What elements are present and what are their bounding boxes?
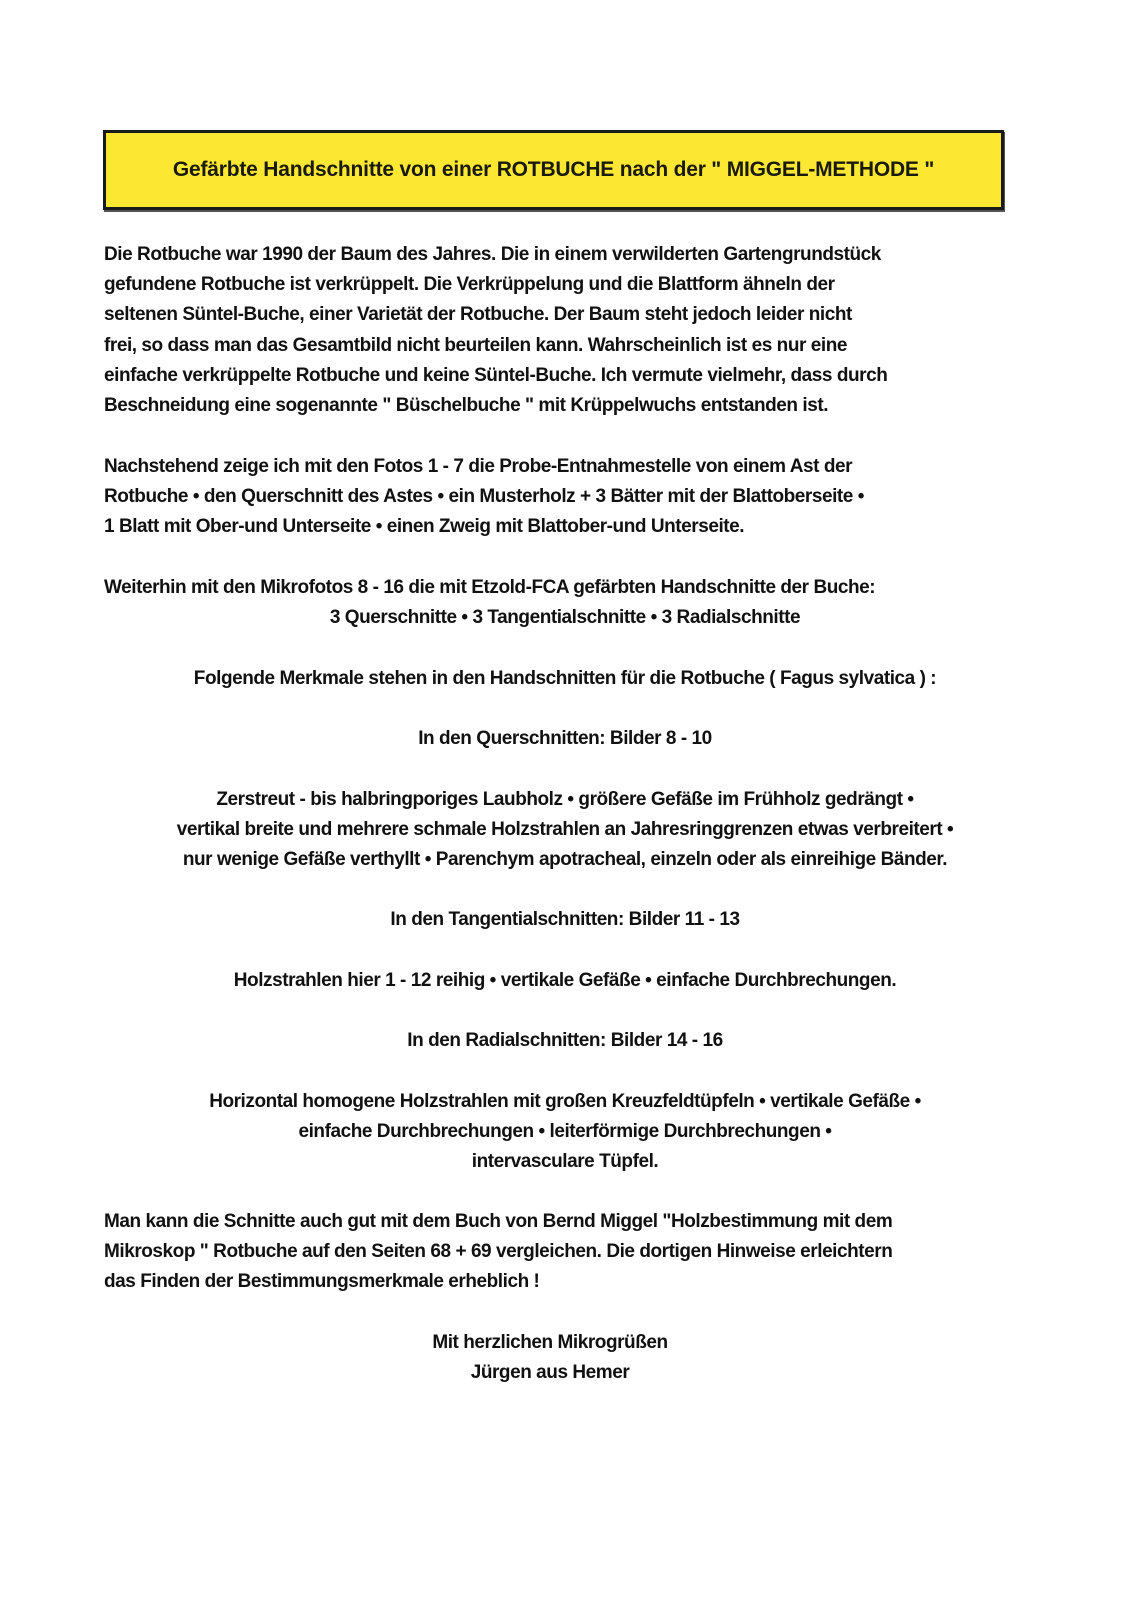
feature-line: Zerstreut - bis halbringporiges Laubholz • größere Gefäße im Frühholz gedrängt • — [216, 789, 914, 810]
intro-paragraph — [104, 240, 1034, 421]
intro-line: seltenen Süntel-Buche, einer Varietät der Rotbuche. Der Baum steht jedoch leider nicht — [104, 304, 852, 326]
mikrofotos-line-1 — [104, 573, 1034, 603]
querschnitte-heading — [90, 724, 1040, 754]
feature-line: Holzstrahlen hier 1 - 12 reihig • vertikale Gefäße • einfache Durchbrechungen. — [233, 970, 897, 991]
fotos-paragraph — [104, 452, 1034, 543]
feature-line: vertikal breite und mehrere schmale Holzstrahlen an Jahresringgrenzen etwas verbreitert • — [176, 819, 954, 841]
radialschnitte-body — [90, 1087, 1040, 1178]
feature-line: Horizontal homogene Holzstrahlen mit großen Kreuzfeldtüpfeln • vertikale Gefäße • — [209, 1091, 921, 1112]
buch-paragraph — [104, 1207, 1034, 1298]
buch-line: Man kann die Schnitte auch gut mit dem Buch von Bernd Miggel "Holzbestimmung mit dem — [104, 1211, 893, 1232]
buch-line: Mikroskop " Rotbuche auf den Seiten 68 + 69 vergleichen. Die dortigen Hinweise erleichtern — [104, 1241, 893, 1263]
intro-line: einfache verkrüppelte Rotbuche und keine Süntel-Buche. Ich vermute vielmehr, dass durch — [104, 364, 888, 386]
fotos-line: 1 Blatt mit Ober-und Unterseite • einen Zweig mit Blattober-und Unterseite. — [104, 516, 745, 538]
greeting: Mit herzlichen Mikrogrüßen — [432, 1332, 668, 1353]
title-banner — [103, 130, 1004, 210]
feature-line: intervasculare Tüpfel. — [471, 1151, 659, 1173]
intro-line: gefundene Rotbuche ist verkrüppelt. Die Verkrüppelung und die Blattform ähneln der — [104, 274, 835, 296]
mikrofotos-text: Weiterhin mit den Mikrofotos 8 - 16 die mit Etzold-FCA gefärbten Handschnitte der Buche: — [104, 577, 876, 598]
feature-line: einfache Durchbrechungen • leiterförmige Durchbrechungen • — [298, 1121, 832, 1143]
intro-line: Die Rotbuche war 1990 der Baum des Jahres. Die in einem verwilderten Gartengrundstück — [104, 244, 881, 265]
intro-line: Beschneidung eine sogenannte " Büschelbuche " mit Krüppelwuchs entstanden ist. — [104, 394, 829, 416]
intro-line: frei, so dass man das Gesamtbild nicht beurteilen kann. Wahrscheinlich ist es nur eine — [104, 334, 847, 356]
signature: Jürgen aus Hemer — [470, 1362, 630, 1384]
schnitte-summary: 3 Querschnitte • 3 Tangentialschnitte • 3 Radialschnitte — [329, 607, 801, 628]
fotos-line: Nachstehend zeige ich mit den Fotos 1 - 7 die Probe-Entnahmestelle von einem Ast der — [104, 456, 853, 477]
querschnitte-body — [90, 785, 1040, 876]
section-heading: In den Tangentialschnitten: Bilder 11 - 13 — [390, 909, 740, 930]
merkmale-heading — [90, 664, 1040, 694]
fotos-line: Rotbuche • den Querschnitt des Astes • ein Musterholz + 3 Bätter mit der Blattoberseite • — [104, 486, 864, 508]
mikrofotos-line-2 — [90, 603, 1040, 633]
merkmale-heading-text: Folgende Merkmale stehen in den Handschnitten für die Rotbuche ( Fagus sylvatica ) : — [193, 668, 937, 689]
buch-line: das Finden der Bestimmungsmerkmale erheblich ! — [104, 1271, 540, 1293]
tangentialschnitte-body — [90, 966, 1040, 996]
section-heading: In den Querschnitten: Bilder 8 - 10 — [418, 728, 712, 749]
closing — [300, 1328, 800, 1388]
document-title: Gefärbte Handschnitte von einer ROTBUCHE nach der " MIGGEL-METHODE " — [172, 158, 935, 181]
feature-line: nur wenige Gefäße verthyllt • Parenchym apotracheal, einzeln oder als einreihige Bänder. — [182, 849, 948, 871]
section-heading: In den Radialschnitten: Bilder 14 - 16 — [407, 1030, 723, 1051]
radialschnitte-heading — [90, 1026, 1040, 1056]
tangentialschnitte-heading — [90, 905, 1040, 935]
